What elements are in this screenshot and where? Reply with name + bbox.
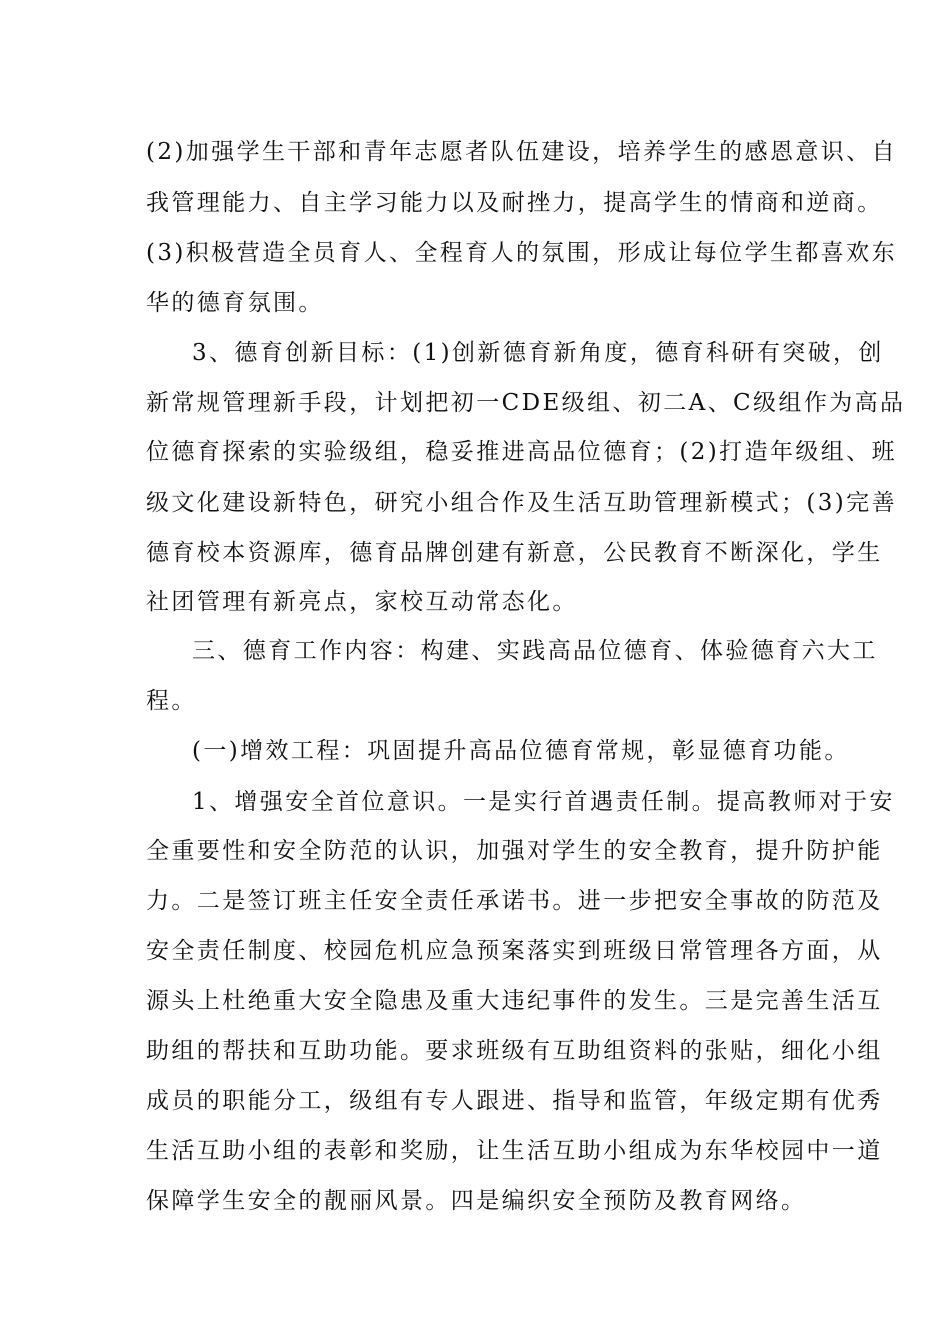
text-line-8: 级文化建设新特色，研究小组合作及生活互助管理新模式；(3)完善	[146, 490, 897, 516]
text-line-6: 新常规管理新手段，计划把初一CDE级组、初二A、C级组作为高品	[146, 390, 906, 416]
text-line-15: 全重要性和安全防范的认识，加强对学生的安全教育，提升防护能	[146, 838, 883, 864]
text-line-12: 程。	[146, 688, 197, 714]
text-line-14: 1、增强安全首位意识。一是实行首遇责任制。提高教师对于安	[192, 789, 895, 815]
text-line-11: 三、德育工作内容：构建、实践高品位德育、体验德育六大工	[192, 638, 878, 664]
text-line-20: 成员的职能分工，级组有专人跟进、指导和监管，年级定期有优秀	[146, 1088, 883, 1114]
text-line-19: 助组的帮扶和互助功能。要求班级有互助组资料的张贴，细化小组	[146, 1038, 883, 1064]
text-line-13: (一)增效工程：巩固提升高品位德育常规，彰显德育功能。	[192, 738, 850, 764]
text-line-16: 力。二是签订班主任安全责任承诺书。进一步把安全事故的防范及	[146, 888, 883, 914]
text-line-2: 我管理能力、自主学习能力以及耐挫力，提高学生的情商和逆商。	[146, 190, 883, 216]
text-line-22: 保障学生安全的靓丽风景。四是编织安全预防及教育网络。	[146, 1188, 807, 1214]
text-line-21: 生活互助小组的表彰和奖励，让生活互助小组成为东华校园中一道	[146, 1138, 883, 1164]
text-line-18: 源头上杜绝重大安全隐患及重大违纪事件的发生。三是完善生活互	[146, 988, 883, 1014]
text-line-5: 3、德育创新目标：(1)创新德育新角度，德育科研有突破，创	[192, 340, 884, 366]
text-line-1: (2)加强学生干部和青年志愿者队伍建设，培养学生的感恩意识、自	[146, 139, 897, 165]
text-line-10: 社团管理有新亮点，家校互动常态化。	[146, 589, 578, 615]
text-line-3: (3)积极营造全员育人、全程育人的氛围，形成让每位学生都喜欢东	[146, 240, 897, 266]
text-line-4: 华的德育氛围。	[146, 290, 324, 316]
text-line-9: 德育校本资源库，德育品牌创建有新意，公民教育不断深化，学生	[146, 540, 883, 566]
text-line-17: 安全责任制度、校园危机应急预案落实到班级日常管理各方面，从	[146, 938, 883, 964]
text-line-7: 位德育探索的实验级组，稳妥推进高品位德育；(2)打造年级组、班	[146, 439, 897, 465]
